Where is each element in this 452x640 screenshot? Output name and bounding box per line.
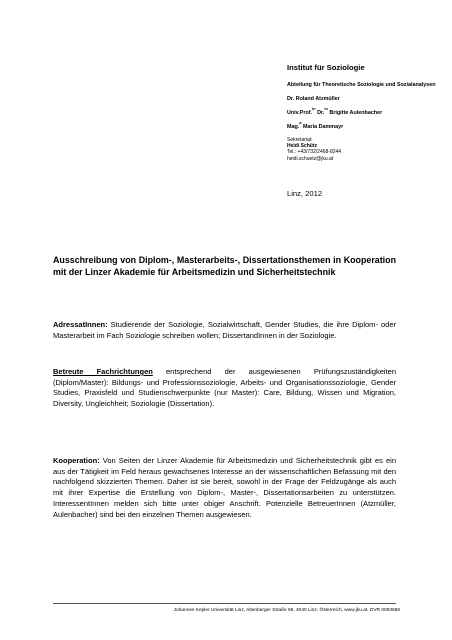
place-date: Linz, 2012 [287,189,323,198]
secretariat-block [287,137,437,162]
document-heading: Ausschreibung von Diplom-, Masterarbeits-, Dissertationsthemen in Kooperation mit der Linzer Akademie für Arbeitsmedizin und Sicherheitstechnik [53,255,396,278]
paragraph-lead: Kooperation: [53,456,100,465]
footer-divider [53,603,396,604]
paragraph-lead: Betreute Fachrichtungen [53,367,153,376]
paragraph-fields [53,367,396,410]
sender-block [287,63,437,162]
secretariat-label: Sekretariat: [287,137,313,143]
secretary-phone: Tel.: +43/732/2468-8244 [287,149,342,156]
paragraph-text: entsprechend der ausgewiesenen Prüfungszuständigkeiten (Diplom/Master): Bildungs- und Professionssoziologie, Arbeits- und Organisationssoziologie, Gender Studies, Praxisfeld und Studienschwerpunkte (nur Master): Care, Bildung, Wissen und Migration, Diversity, Ungleichheit; Soziologie (Dissertation). [53,367,397,409]
contact-person-3: Mag.$^a$ Maria Dammayr [287,120,344,130]
department-name: Abteilung für Theoretische Soziologie und Sozialanalysen [287,82,436,88]
footer-address: Johannes Kepler Universität Linz, Altenberger Straße 69, 4040 Linz, Österreich, www.jku.at, DVR 0093696 [173,608,400,613]
contact-person-2: Univ.Prof.$^{in}$ Dr.$^{in}$ Brigitte Aulenbacher [287,106,383,116]
contact-person-1: Dr. Roland Atzmüller [287,96,340,102]
paragraph-addressees [53,320,396,341]
secretary-name: Heidi Schütz [287,143,318,150]
paragraph-lead: AdressatInnen: [53,320,108,329]
secretary-email: heidi.schuetz@jku.at [287,155,334,162]
institute-name: Institut für Soziologie [287,63,365,72]
paragraph-cooperation [53,456,396,520]
paragraph-text: Von Seiten der Linzer Akademie für Arbeitsmedizin und Sicherheitstechnik gibt es ein aus der Tätigkeit im Feld heraus gewachsenes Interesse an der wissenschaftlichen Befassung mit den nachfolgend skizzierten Themen. Daher ist sie bereit, sowohl in der Frage der Feldzugänge als auch mit ihrer Expertise die Erstellung von Diplom-, Master-, Dissertationsarbeiten zu unterstützen. InteressentInnen melden sich bitte unter obiger Anschrift. Potenzielle BetreuerInnen (Atzmüller, Aulenbacher) sind bei den einzelnen Themen ausgewiesen. [53,456,396,519]
paragraph-text: Studierende der Soziologie, Sozialwirtschaft, Gender Studies, die ihre Diplom- oder Masterarbeit im Fach Soziologie schreiben wollen; DissertandInnen in der Soziologie. [53,320,396,340]
